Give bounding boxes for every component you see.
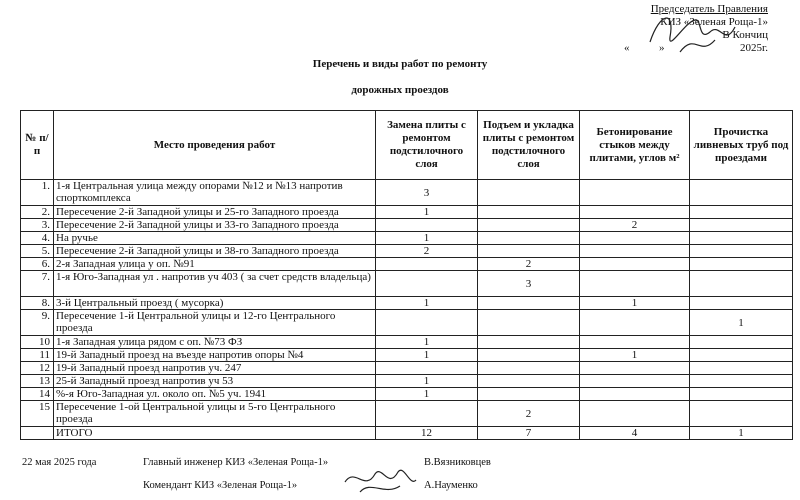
table-row [21,245,793,258]
row-plate-lifting [478,180,580,206]
row-plate-replacement [376,310,478,336]
row-concreting [580,388,690,401]
header-plate-lifting: Подъем и укладка плиты с ремонтом подстилочного слоя [478,111,580,180]
row-place: 1-я Юго-Западная ул . напротив уч 403 ( за счет средств владельца) [54,271,376,297]
row-num: 13 [21,375,54,388]
row-num: 12 [21,362,54,375]
row-pipe-cleaning [690,297,793,310]
row-num: 6. [21,258,54,271]
row-concreting [580,336,690,349]
table-row [21,219,793,232]
row-plate-replacement [376,258,478,271]
row-plate-replacement: 1 [376,388,478,401]
row-num: 15 [21,401,54,427]
row-concreting [580,401,690,427]
row-concreting [580,375,690,388]
total-col3: 4 [580,427,690,440]
header-concreting: Бетонирование стыков между плитами, углов м² [580,111,690,180]
row-num: 5. [21,245,54,258]
total-col1: 12 [376,427,478,440]
row-pipe-cleaning [690,362,793,375]
row-concreting [580,258,690,271]
row-place: Пересечение 2-й Западной улицы и 25-го Западного проезда [54,206,376,219]
row-plate-replacement [376,219,478,232]
document-subtitle: дорожных проездов [351,84,449,96]
table-row [21,349,793,362]
header-pipe-cleaning: Прочистка ливневых труб под проездами [690,111,793,180]
table-row [21,336,793,349]
row-plate-lifting [478,349,580,362]
table-row [21,401,793,427]
row-place: 1-я Западная улица рядом с оп. №73 ФЗ [54,336,376,349]
row-plate-lifting [478,245,580,258]
table-header-row [21,111,793,180]
row-pipe-cleaning [690,375,793,388]
row-pipe-cleaning [690,336,793,349]
row-concreting: 1 [580,349,690,362]
row-concreting [580,232,690,245]
approval-signature [640,2,750,60]
row-plate-lifting: 3 [478,271,580,297]
header-plate-replacement: Замена плиты с ремонтом подстилочного слоя [376,111,478,180]
row-plate-lifting [478,219,580,232]
row-concreting [580,310,690,336]
row-pipe-cleaning [690,180,793,206]
row-plate-replacement [376,362,478,375]
row-pipe-cleaning [690,401,793,427]
row-plate-replacement [376,401,478,427]
row-pipe-cleaning [690,219,793,232]
engineer-name: В.Вязниковцев [424,457,491,468]
row-num: 7. [21,271,54,297]
row-num: 11 [21,349,54,362]
row-place: Пересечение 2-й Западной улицы и 33-го Западного проезда [54,219,376,232]
row-pipe-cleaning [690,388,793,401]
table-row [21,206,793,219]
works-table [20,110,793,440]
row-num: 10 [21,336,54,349]
date-year: 2025г. [739,42,768,54]
row-num: 8. [21,297,54,310]
row-place: Пересечение 1-й Центральной улицы и 12-го Центрального проезда [54,310,376,336]
row-plate-replacement: 1 [376,297,478,310]
row-pipe-cleaning [690,232,793,245]
row-num: 1. [21,180,54,206]
row-plate-lifting [478,310,580,336]
row-concreting [580,245,690,258]
row-place: На ручье [54,232,376,245]
row-concreting [580,271,690,297]
table-row [21,388,793,401]
table-row [21,271,793,297]
table-row [21,258,793,271]
row-place: 19-й Западный проезд на въезде напротив опоры №4 [54,349,376,362]
table-row [21,310,793,336]
header-place: Место проведения работ [54,111,376,180]
row-plate-lifting: 2 [478,258,580,271]
row-num: 3. [21,219,54,232]
total-num-cell [21,427,54,440]
row-pipe-cleaning [690,245,793,258]
row-plate-replacement: 1 [376,206,478,219]
total-label: ИТОГО [54,427,376,440]
row-plate-replacement: 2 [376,245,478,258]
approval-organization: КИЗ «Зеленая Роща-1» [660,16,768,28]
document-title: Перечень и виды работ по ремонту [312,58,488,70]
row-place: %-я Юго-Западная ул. около оп. №5 уч. 1941 [54,388,376,401]
row-plate-replacement: 1 [376,349,478,362]
row-concreting: 1 [580,297,690,310]
row-place: 1-я Центральная улица между опорами №12 и №13 напротив спорткомплекса [54,180,376,206]
footer-date: 22 мая 2025 года [22,457,97,468]
row-num: 14 [21,388,54,401]
table-row [21,180,793,206]
row-plate-lifting [478,388,580,401]
row-num: 9. [21,310,54,336]
row-place: 3-й Центральный проезд ( мусорка) [54,297,376,310]
table-row [21,232,793,245]
table-total-row [21,427,793,440]
row-pipe-cleaning: 1 [690,310,793,336]
row-num: 4. [21,232,54,245]
row-concreting [580,206,690,219]
row-plate-lifting [478,206,580,219]
approval-name: В Кончиц [722,29,768,41]
total-col2: 7 [478,427,580,440]
row-pipe-cleaning [690,258,793,271]
row-concreting [580,362,690,375]
row-plate-lifting [478,336,580,349]
row-plate-replacement: 1 [376,336,478,349]
total-col4: 1 [690,427,793,440]
row-plate-replacement: 1 [376,232,478,245]
row-place: 25-й Западный проезд напротив уч 53 [54,375,376,388]
row-plate-lifting: 2 [478,401,580,427]
commandant-signature [340,462,420,498]
row-plate-replacement: 1 [376,375,478,388]
row-place: 2-я Западная улица у оп. №91 [54,258,376,271]
row-plate-lifting [478,297,580,310]
row-plate-replacement [376,271,478,297]
commandant-name: А.Науменко [424,480,478,491]
row-pipe-cleaning [690,271,793,297]
row-plate-replacement: 3 [376,180,478,206]
row-plate-lifting [478,232,580,245]
row-concreting: 2 [580,219,690,232]
row-plate-lifting [478,362,580,375]
table-body [21,180,793,427]
row-plate-lifting [478,375,580,388]
row-pipe-cleaning [690,349,793,362]
row-place: Пересечение 1-ой Центральной улицы и 5-го Центрального проезда [54,401,376,427]
date-quote-open: « [623,42,630,54]
row-pipe-cleaning [690,206,793,219]
table-row [21,297,793,310]
table-row [21,375,793,388]
commandant-role: Комендант КИЗ «Зеленая Роща-1» [143,480,298,491]
table-row [21,362,793,375]
row-place: Пересечение 2-й Западной улицы и 38-го Западного проезда [54,245,376,258]
row-concreting [580,180,690,206]
date-quote-close: » [658,42,665,54]
row-place: 19-й Западный проезд напротив уч. 247 [54,362,376,375]
row-num: 2. [21,206,54,219]
header-num: № п/п [21,111,54,180]
approval-position: Председатель Правления [650,3,768,15]
engineer-role: Главный инженер КИЗ «Зеленая Роща-1» [143,457,329,468]
